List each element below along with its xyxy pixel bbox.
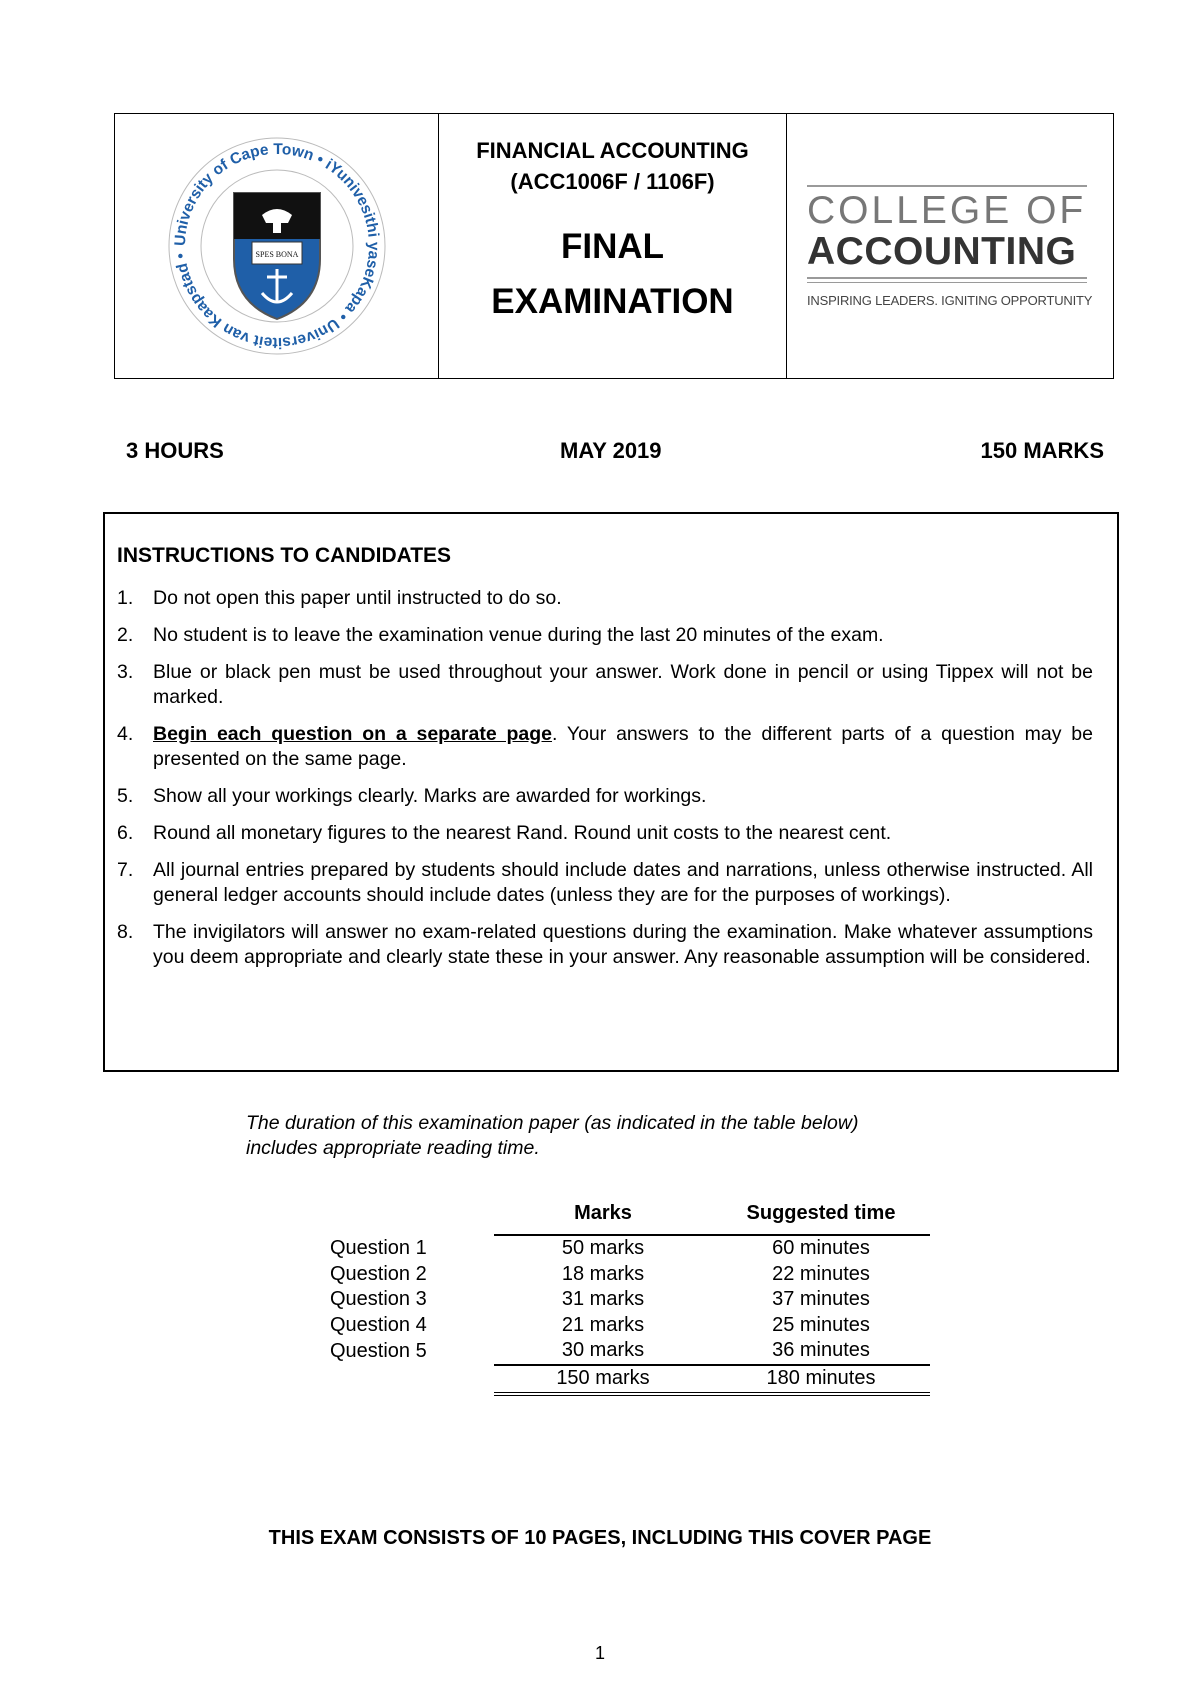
college-logo-rule-top [807, 185, 1087, 187]
instruction-text [153, 722, 1093, 772]
instruction-emphasis: Begin each question on a separate page [153, 723, 553, 745]
college-logo-rule-mid-2 [807, 282, 1087, 283]
college-tagline: INSPIRING LEADERS. IGNITING OPPORTUNITY [807, 292, 1093, 308]
table-cell-time: 36 minutes [712, 1338, 930, 1365]
duration-note [246, 1111, 1006, 1161]
table-row [330, 1313, 930, 1339]
course-code: (ACC1006F / 1106F) [510, 169, 715, 194]
table-row [330, 1287, 930, 1313]
table-cell-time: 25 minutes [772, 1313, 870, 1336]
college-name-line-2: ACCOUNTING [807, 229, 1077, 273]
table-cell-marks: 18 marks [561, 1262, 645, 1285]
page-number: 1 [594, 1643, 605, 1663]
instruction-item [117, 660, 1093, 710]
instruction-text: Round all monetary figures to the nearest Rand. Round unit costs to the nearest cent. [153, 822, 892, 844]
instruction-item [117, 920, 1093, 970]
instruction-text: Blue or black pen must be used throughout your answer. Work done in pencil or using Tippex will not be marked. [153, 661, 1093, 708]
instruction-item [117, 722, 1093, 772]
exam-title-line-1: FINAL [560, 227, 665, 266]
exam-title-cell [439, 114, 787, 378]
table-total-marks: 150 marks [494, 1365, 712, 1394]
instructions-heading: INSTRUCTIONS TO CANDIDATES [117, 544, 452, 567]
table-cell-time: 60 minutes [772, 1237, 870, 1259]
table-cell-question: Question 4 [330, 1313, 427, 1336]
table-cell-time: 37 minutes [772, 1288, 870, 1310]
course-title: FINANCIAL ACCOUNTING [476, 138, 749, 163]
instruction-item [117, 784, 1093, 809]
instruction-number: 7. [117, 859, 134, 881]
table-header-suggested-time: Suggested time [712, 1202, 930, 1235]
table-cell-marks: 50 marks [561, 1237, 645, 1259]
instruction-number: 1. [117, 587, 134, 609]
book-text: SPES BONA [255, 250, 298, 259]
suggested-time-table [330, 1202, 930, 1396]
table-row [330, 1262, 930, 1288]
instruction-item [117, 821, 1093, 846]
instruction-number: 3. [117, 661, 134, 683]
page-count-note: THIS EXAM CONSISTS OF 10 PAGES, INCLUDING THIS COVER PAGE [268, 1527, 932, 1549]
instruction-text: Show all your workings clearly. Marks are awarded for workings. [153, 785, 707, 807]
table-cell-question: Question 5 [330, 1339, 427, 1362]
table-total-time: 180 minutes [712, 1365, 930, 1394]
duration-note-line-1: The duration of this examination paper (as indicated in the table below) [246, 1112, 859, 1134]
table-header-row [330, 1202, 930, 1235]
table-cell-question: Question 1 [330, 1236, 427, 1259]
instruction-item [117, 858, 1093, 908]
table-cell-question: Question 3 [330, 1288, 427, 1310]
instruction-text: All journal entries prepared by students should include dates and narrations, unless otherwise instructed. All general ledger accounts should include dates (unless they are for the purposes of workings). [153, 859, 1093, 906]
uct-logo-cell [115, 114, 439, 378]
instruction-text-rest: . Your answers to the different parts of a question may be presented on the same page. [153, 723, 1093, 770]
table-cell-question: Question 2 [330, 1262, 427, 1285]
instruction-number: 5. [117, 785, 134, 807]
instruction-item [117, 623, 1093, 648]
instructions-box [103, 512, 1119, 1072]
table-cell-marks: 31 marks [561, 1288, 645, 1310]
instruction-number: 4. [117, 723, 134, 745]
instruction-text: Do not open this paper until instructed to do so. [153, 587, 562, 609]
exam-title [439, 219, 786, 329]
exam-duration: 3 HOURS [126, 438, 224, 463]
table-cell-marks: 30 marks [494, 1338, 712, 1365]
header-box [114, 113, 1114, 379]
table-row [330, 1338, 930, 1365]
table-total-label [330, 1365, 494, 1394]
table-row [330, 1235, 930, 1262]
table-cell-time: 22 minutes [772, 1262, 870, 1285]
instruction-number: 8. [117, 921, 134, 943]
exam-date: MAY 2019 [560, 438, 662, 463]
lamp-base [273, 223, 281, 233]
instruction-item [117, 586, 1093, 611]
college-name-line-1: COLLEGE OF [807, 188, 1087, 232]
table-header-question [330, 1202, 494, 1235]
instructions-list [117, 586, 1093, 970]
exam-title-line-2: EXAMINATION [491, 282, 734, 321]
table-total-row [330, 1365, 930, 1394]
uct-crest-logo [162, 131, 392, 361]
table-header-marks: Marks [494, 1202, 712, 1235]
table-cell-marks: 21 marks [561, 1313, 645, 1336]
exam-total-marks: 150 MARKS [980, 438, 1104, 463]
logo-ring-textpath: University of Cape Town • iYunivesithi yaseKapa • Universiteit van Kaapstad • [171, 140, 382, 352]
duration-note-line-2: includes appropriate reading time. [246, 1137, 540, 1159]
college-logo-cell [787, 114, 1113, 378]
instruction-number: 2. [117, 624, 134, 646]
instruction-text: The invigilators will answer no exam-related questions during the examination. Make whatever assumptions you deem appropriate and clearly state these in your answer. Any reasonable assumption will be considered. [153, 921, 1093, 968]
college-logo-rule-mid [807, 277, 1087, 279]
instruction-number: 6. [117, 822, 134, 844]
instruction-text: No student is to leave the examination venue during the last 20 minutes of the exam. [153, 624, 884, 646]
